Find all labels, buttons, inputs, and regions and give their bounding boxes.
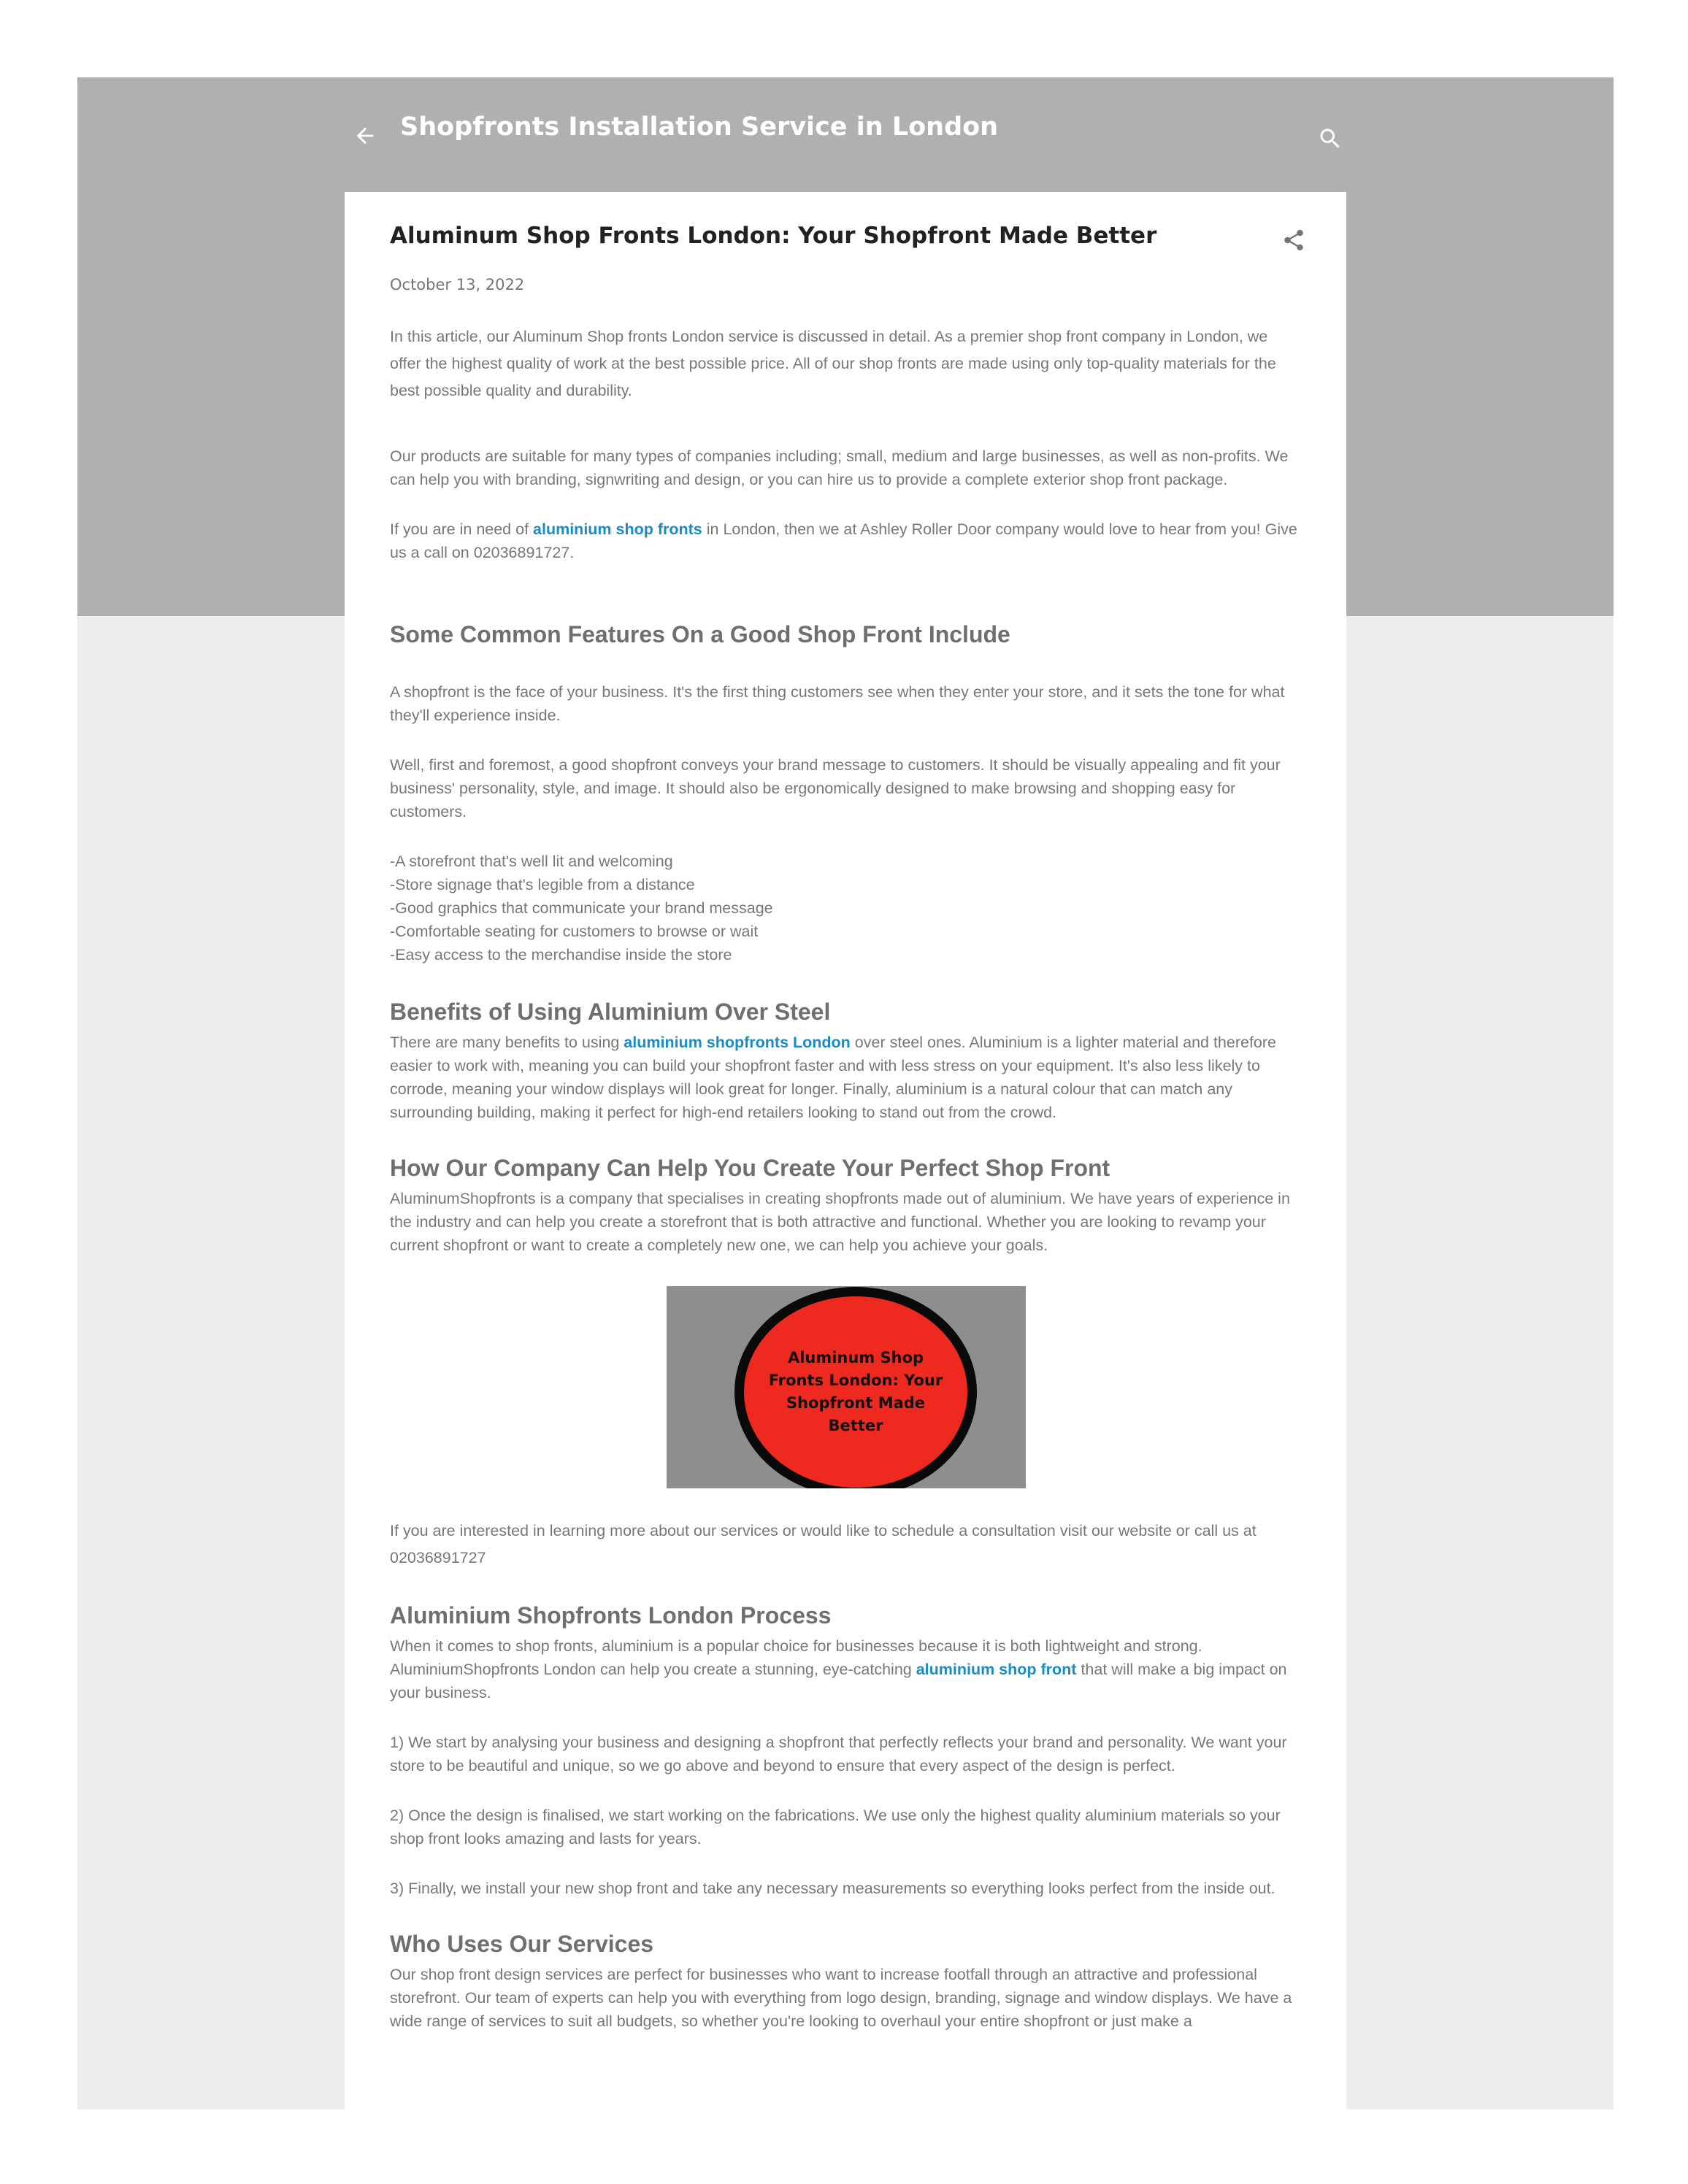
paragraph-intro-1: In this article, our Aluminum Shop fronts London service is discussed in detail. As a premier shop front company in London, we offer the highest quality of work at the best possible price. All of our shop fronts are made using only top-quality materials for the best possible quality and durability. bbox=[390, 328, 1276, 399]
process-step: 3) Finally, we install your new shop front and take any necessary measurements so everything looks perfect from the inside out. bbox=[390, 1880, 1275, 1897]
features-list-item: -A storefront that's well lit and welcoming bbox=[390, 853, 673, 870]
heading-process: Aluminium Shopfronts London Process bbox=[390, 1602, 832, 1629]
post-body bbox=[390, 323, 1303, 2033]
heading-who: Who Uses Our Services bbox=[390, 1931, 654, 1957]
post-card bbox=[345, 192, 1346, 2110]
process-step: 1) We start by analysing your business and designing a shopfront that perfectly reflects your brand and personality. We want your store to be beautiful and unique, so we go above and beyond to ensure that every aspect of the design is perfect. bbox=[390, 1734, 1287, 1774]
image-red-ellipse bbox=[734, 1287, 977, 1488]
link-aluminium-shop-front[interactable]: aluminium shop front bbox=[916, 1661, 1077, 1678]
text-segment: over steel ones. Aluminium is a lighter material and therefore easier to work with, meaning you can build your shopfront faster and with less stress on your equipment. It's also less likely to corrode, meaning your window displays will look great for longer. Finally, aluminium is a natural colour that can match any surrounding building, making it perfect for high-end retailers looking to stand out from the crowd. bbox=[390, 1034, 1277, 1121]
paragraph-benefits bbox=[390, 1031, 1303, 1124]
features-list-item: -Easy access to the merchandise inside the store bbox=[390, 946, 732, 964]
text-segment: There are many benefits to using bbox=[390, 1034, 624, 1051]
paragraph-process bbox=[390, 1634, 1303, 1704]
post-image[interactable] bbox=[667, 1286, 1026, 1488]
text-segment: If you are in need of bbox=[390, 520, 534, 538]
paragraph-who: Our shop front design services are perfect for businesses who want to increase footfall through an attractive and professional storefront. Our team of experts can help you with everything from logo design, branding, signage and window displays. We have a wide range of services to suit all budgets, so whether you're looking to overhaul your entire shopfront or just make a bbox=[390, 1966, 1292, 2030]
text-segment: that will make a big impact on your business. bbox=[390, 1661, 1287, 1702]
heading-help: How Our Company Can Help You Create Your Perfect Shop Front bbox=[390, 1155, 1110, 1181]
paragraph-intro-2: Our products are suitable for many types of companies including; small, medium and large businesses, as well as non-profits. We can help you with branding, signwriting and design, or you can hire us to provide a complete exterior shop front package. bbox=[390, 447, 1289, 488]
process-step: 2) Once the design is finalised, we start working on the fabrications. We use only the highest quality aluminium materials so your shop front looks amazing and lasts for years. bbox=[390, 1807, 1281, 1847]
features-list-item: -Comfortable seating for customers to browse or wait bbox=[390, 923, 759, 940]
text-segment: When it comes to shop fronts, aluminium is a popular choice for businesses because it is both lightweight and strong. AluminiumShopfronts London can help you create a stunning, eye-catching bbox=[390, 1637, 1202, 1678]
paragraph-help: AluminumShopfronts is a company that specialises in creating shopfronts made out of aluminium. We have years of experience in the industry and can help you create a storefront that is both attractive and functional. Whether you are looking to revamp your current shopfront or want to create a completely new one, we can help you achieve your goals. bbox=[390, 1190, 1290, 1254]
back-button[interactable] bbox=[343, 114, 387, 158]
text-segment: in London, then we at Ashley Roller Door company would love to hear from you! Give us a call on 02036891727. bbox=[390, 520, 1297, 561]
arrow-left-icon bbox=[353, 123, 377, 148]
paragraph-intro-3 bbox=[390, 518, 1303, 564]
link-aluminium-shopfronts-london[interactable]: aluminium shopfronts London bbox=[624, 1034, 851, 1051]
heading-features: Some Common Features On a Good Shop Front Include bbox=[390, 621, 1010, 647]
features-list-item: -Good graphics that communicate your brand message bbox=[390, 899, 773, 917]
image-caption-text: Aluminum Shop Fronts London: Your Shopfront Made Better bbox=[768, 1349, 943, 1434]
heading-benefits: Benefits of Using Aluminium Over Steel bbox=[390, 999, 831, 1025]
features-list-item: -Store signage that's legible from a distance bbox=[390, 876, 695, 893]
page-frame bbox=[77, 77, 1614, 2110]
share-icon bbox=[1281, 228, 1306, 253]
search-button[interactable] bbox=[1308, 117, 1352, 161]
blog-title[interactable]: Shopfronts Installation Service in London bbox=[400, 112, 999, 142]
paragraph-contact: If you are interested in learning more about our services or would like to schedule a consultation visit our website or call us at 02036891727 bbox=[390, 1522, 1257, 1566]
paragraph-features-2: Well, first and foremost, a good shopfront conveys your brand message to customers. It should be visually appealing and fit your business' personality, style, and image. It should also be ergonomically designed to make browsing and shopping easy for customers. bbox=[390, 756, 1281, 820]
post-title: Aluminum Shop Fronts London: Your Shopfront Made Better bbox=[390, 223, 1157, 249]
paragraph-features-1: A shopfront is the face of your business. It's the first thing customers see when they enter your store, and it sets the tone for what they'll experience inside. bbox=[390, 683, 1285, 724]
link-aluminium-shop-fronts[interactable]: aluminium shop fronts bbox=[533, 520, 702, 538]
share-button[interactable] bbox=[1273, 220, 1314, 261]
post-date: October 13, 2022 bbox=[390, 276, 525, 293]
search-icon bbox=[1317, 126, 1343, 152]
